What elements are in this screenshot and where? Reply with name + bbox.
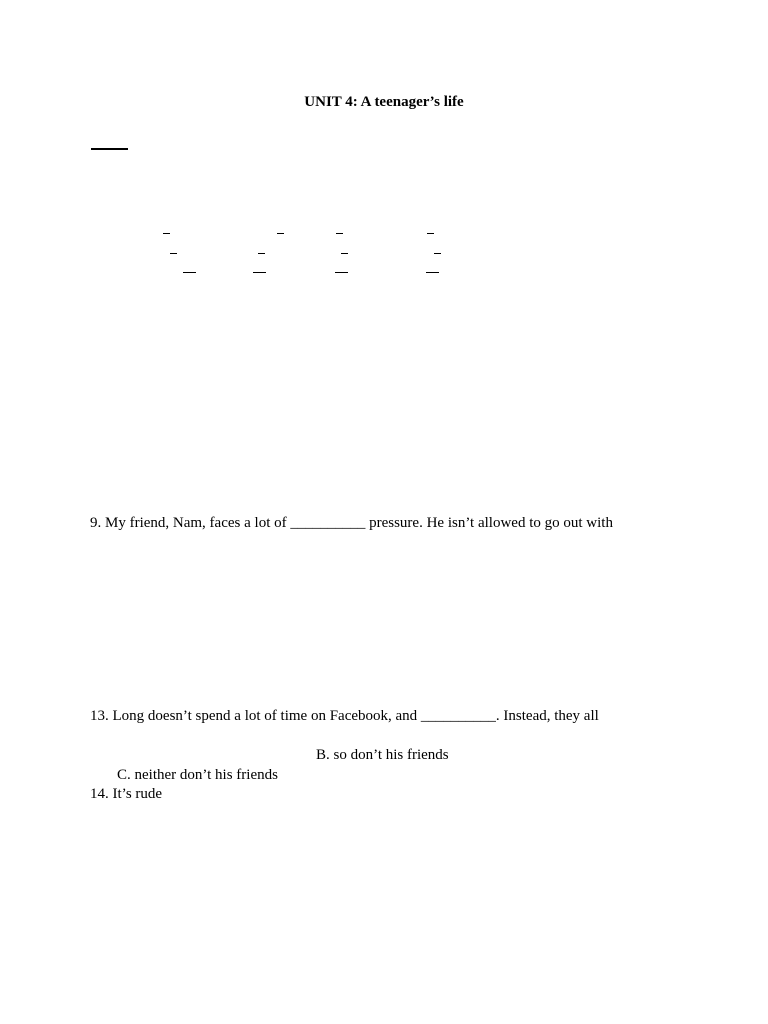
page-title: UNIT 4: A teenager’s life <box>304 94 464 110</box>
question-13-option-c: C. neither don’t his friends <box>117 767 278 783</box>
stress-mark <box>427 233 434 234</box>
stress-mark <box>335 272 348 273</box>
stress-mark <box>277 233 284 234</box>
stress-mark <box>341 253 348 254</box>
stress-mark <box>163 233 170 234</box>
stress-mark <box>170 253 177 254</box>
section-heading-underline <box>91 148 128 150</box>
question-13: 13. Long doesn’t spend a lot of time on Facebook, and __________. Instead, they all <box>90 708 599 724</box>
stress-mark <box>258 253 265 254</box>
stress-mark <box>253 272 266 273</box>
question-14: 14. It’s rude <box>90 786 163 802</box>
stress-mark <box>426 272 439 273</box>
question-13-option-b: B. so don’t his friends <box>316 747 449 763</box>
stress-mark <box>434 253 441 254</box>
stress-mark <box>336 233 343 234</box>
question-9: 9. My friend, Nam, faces a lot of __________ pressure. He isn’t allowed to go out with <box>90 515 613 531</box>
stress-mark <box>183 272 196 273</box>
